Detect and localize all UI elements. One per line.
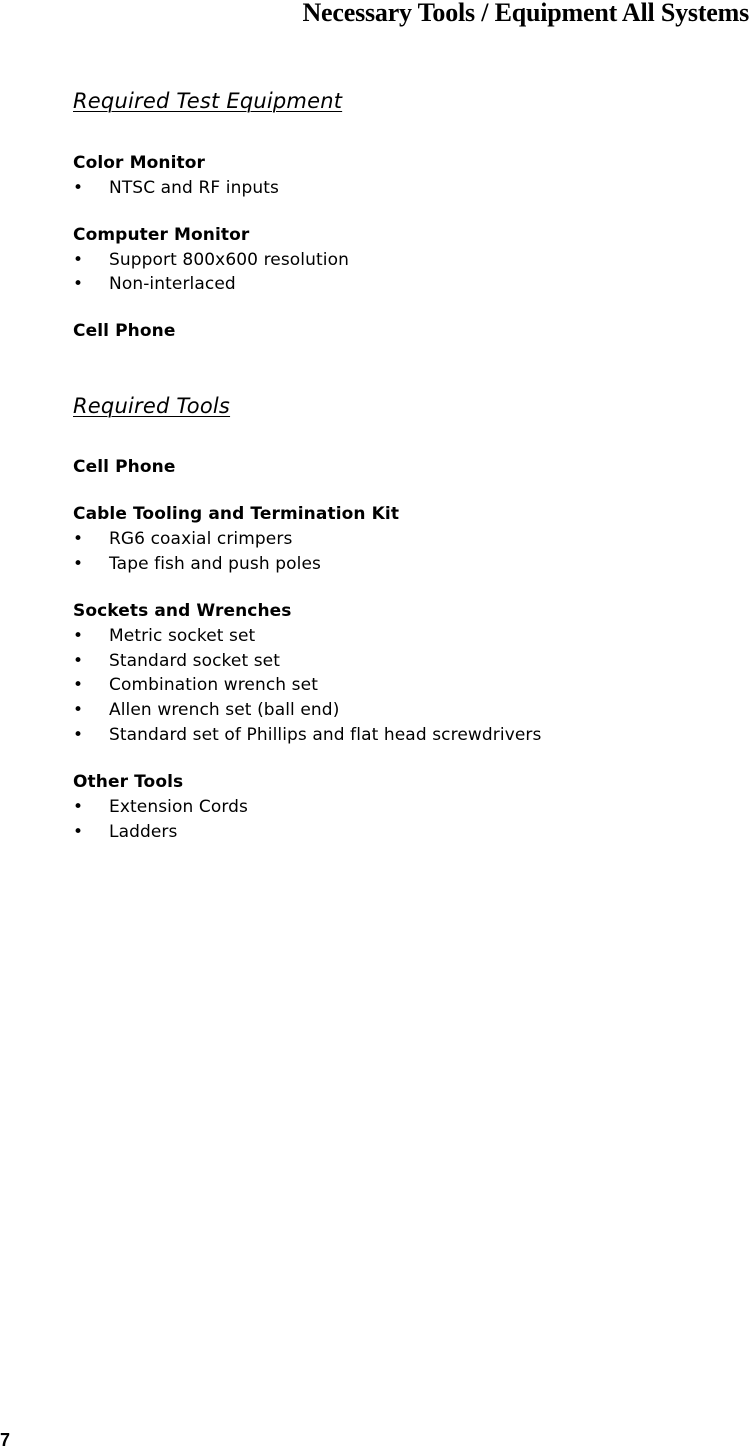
list-item-text: Allen wrench set (ball end) [109, 700, 340, 720]
bullet-icon: • [73, 626, 84, 646]
bullet-icon: • [73, 250, 84, 270]
bullet-icon: • [73, 651, 84, 671]
bullet-icon: • [73, 675, 84, 695]
list-item-text: Ladders [109, 822, 178, 842]
bullet-icon: • [73, 529, 84, 549]
list-item-text: Standard socket set [109, 651, 280, 671]
group-title-computer-monitor: Computer Monitor [73, 225, 250, 245]
group-title-cable-kit: Cable Tooling and Termination Kit [73, 504, 400, 524]
bullet-icon: • [73, 554, 84, 574]
bullet-icon: • [73, 274, 84, 294]
list-item-text: Non-interlaced [109, 274, 236, 294]
list-item-text: Combination wrench set [109, 675, 318, 695]
group-title-cell-phone-tools: Cell Phone [73, 457, 176, 477]
group-title-other-tools: Other Tools [73, 772, 184, 792]
page-number: 7 [0, 1430, 11, 1450]
page-header-title: Necessary Tools / Equipment All Systems [302, 0, 749, 27]
list-item-text: Standard set of Phillips and flat head screwdrivers [109, 725, 542, 745]
group-title-color-monitor: Color Monitor [73, 153, 205, 173]
list-item-text: Tape fish and push poles [109, 554, 322, 574]
bullet-icon: • [73, 797, 84, 817]
section-title-test-equipment: Required Test Equipment [73, 89, 343, 113]
bullet-icon: • [73, 822, 84, 842]
list-item-text: Metric socket set [109, 626, 256, 646]
group-title-sockets: Sockets and Wrenches [73, 601, 292, 621]
bullet-icon: • [73, 725, 84, 745]
group-title-cell-phone: Cell Phone [73, 321, 176, 341]
list-item-text: NTSC and RF inputs [109, 178, 279, 198]
list-item-text: Support 800x600 resolution [109, 250, 349, 270]
bullet-icon: • [73, 178, 84, 198]
list-item-text: RG6 coaxial crimpers [109, 529, 293, 549]
list-item-text: Extension Cords [109, 797, 248, 817]
section-title-tools: Required Tools [73, 394, 231, 418]
bullet-icon: • [73, 700, 84, 720]
